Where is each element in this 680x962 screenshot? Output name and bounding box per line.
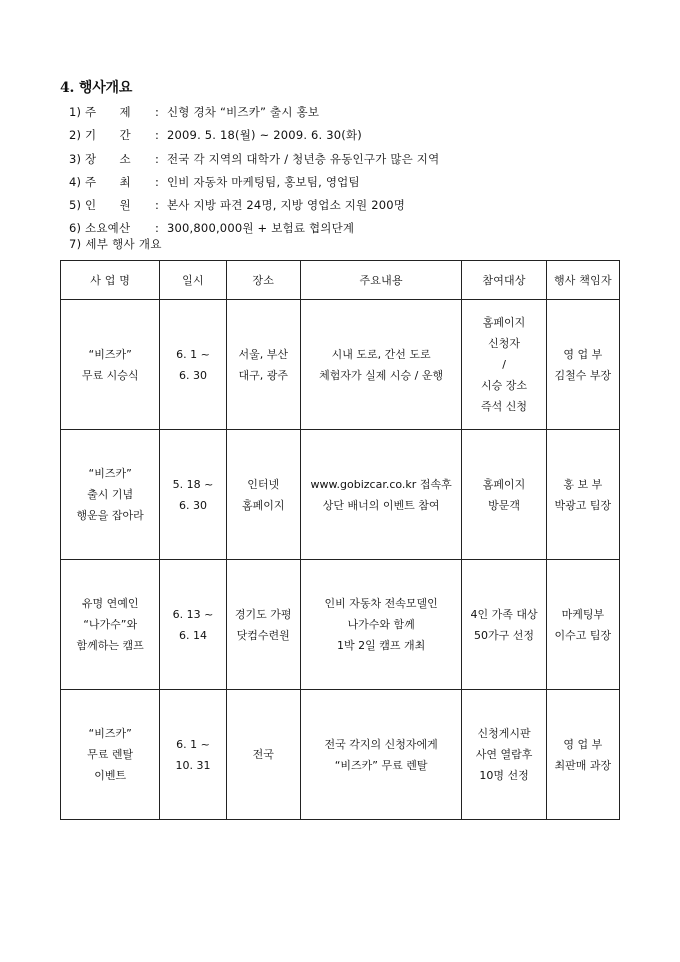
cell-target-line: 10명 선정 (479, 769, 529, 782)
cell-date-line: 5. 18 ~ (172, 477, 214, 491)
cell-target-line: 즉석 신청 (481, 400, 528, 413)
cell-target (462, 560, 546, 690)
cell-place-line: 홈페이지 (241, 498, 285, 512)
cell-name-line: 출시 기념 (87, 488, 134, 501)
cell-target (462, 430, 546, 560)
cell-name-line: 행운을 잡아라 (76, 509, 144, 522)
event-detail-table (60, 260, 620, 820)
cell-date-line: 6. 1 ~ (176, 347, 210, 361)
header-name: 사 업 명 (61, 261, 160, 300)
cell-name-line: 이벤트 (94, 769, 127, 782)
cell-place (226, 430, 300, 560)
cell-target-line: 신청게시판 (477, 727, 531, 740)
cell-target-line: 4인 가족 대상 (470, 607, 538, 621)
cell-name (61, 560, 160, 690)
summary-separator: : (155, 128, 160, 143)
table-body (61, 300, 620, 820)
cell-content-line: 인비 자동차 전속모델인 (324, 597, 438, 610)
cell-place-line: 닷컴수련원 (236, 628, 290, 642)
cell-place (226, 300, 300, 430)
cell-place-line: 서울, 부산 (238, 347, 288, 361)
cell-target (462, 690, 546, 820)
cell-place-line: 대구, 광주 (238, 368, 288, 382)
cell-manager-line: 영 업 부 (563, 737, 603, 751)
cell-name-line: “나가수”와 (83, 618, 138, 631)
summary-label: 4) 주 최 (69, 174, 131, 189)
cell-manager-line: 최판매 과장 (554, 758, 612, 772)
cell-target-line: 신청자 (488, 337, 520, 350)
summary-separator: : (155, 198, 160, 213)
cell-place-line: 전국 (252, 748, 274, 761)
cell-target-line: 사연 열람후 (475, 748, 533, 761)
cell-content (300, 690, 462, 820)
cell-name (61, 690, 160, 820)
cell-name-line: 함께하는 캠프 (76, 639, 144, 652)
cell-date (160, 430, 226, 560)
cell-name-line: “비즈카” (88, 727, 132, 740)
summary-separator: : (155, 221, 160, 236)
cell-date-line: 6. 30 (178, 498, 207, 512)
cell-target-line: 50가구 선정 (474, 628, 535, 642)
cell-target (462, 300, 546, 430)
cell-name-line: 무료 시승식 (81, 368, 139, 382)
cell-content-line: 전국 각지의 신청자에게 (324, 737, 438, 751)
table-row (61, 430, 620, 560)
header-content: 주요내용 (300, 261, 462, 300)
cell-target-line: 시승 장소 (481, 379, 528, 392)
cell-content-line: 시내 도로, 간선 도로 (331, 347, 431, 361)
event-summary-list (69, 101, 439, 241)
header-date: 일시 (160, 261, 226, 300)
cell-place (226, 560, 300, 690)
summary-separator: : (155, 105, 160, 119)
cell-place-line: 경기도 가평 (234, 607, 292, 621)
cell-target-line: 홈페이지 (482, 477, 526, 491)
summary-item-theme (69, 101, 439, 124)
cell-content-line: 1박 2일 캠프 개최 (337, 639, 426, 652)
cell-name-line: “비즈카” (88, 467, 132, 480)
cell-manager (546, 430, 619, 560)
cell-target-line: 홈페이지 (482, 316, 526, 329)
table-header-row (61, 261, 620, 300)
cell-manager-line: 김철수 부장 (554, 368, 612, 382)
cell-target-line: 방문객 (488, 498, 520, 512)
summary-label: 1) 주 제 (69, 105, 131, 119)
summary-item-place (69, 148, 439, 171)
cell-date-line: 10. 31 (175, 758, 211, 772)
cell-date-line: 6. 30 (178, 368, 207, 382)
summary-item-staff (69, 194, 439, 217)
cell-date-line: 6. 13 ~ (172, 607, 214, 621)
summary-item-period (69, 124, 439, 147)
cell-place (226, 690, 300, 820)
table-row (61, 690, 620, 820)
cell-manager-line: 홍 보 부 (563, 477, 603, 491)
cell-content-line: 상단 배너의 이벤트 참여 (322, 498, 440, 512)
cell-name-line: 무료 렌탈 (87, 748, 134, 761)
summary-label: 6) 소요예산 (69, 221, 131, 236)
summary-value: 2009. 5. 18(월) ~ 2009. 6. 30(화) (167, 128, 362, 143)
cell-content-line: 체험자가 실제 시승 / 운행 (319, 368, 444, 382)
cell-content (300, 560, 462, 690)
cell-name (61, 300, 160, 430)
cell-manager (546, 560, 619, 690)
summary-separator: : (155, 151, 160, 166)
cell-place-line: 인터넷 (247, 477, 280, 491)
cell-manager (546, 300, 619, 430)
section-title: 4. 행사개요 (60, 80, 133, 96)
cell-manager-line: 박광고 팀장 (554, 498, 612, 512)
cell-date (160, 690, 226, 820)
cell-date (160, 560, 226, 690)
cell-content-line: “비즈카” 무료 렌탈 (334, 758, 428, 772)
header-manager: 행사 책임자 (546, 261, 619, 300)
cell-name-line: 유명 연예인 (81, 597, 139, 610)
cell-manager-line: 마케팅부 (561, 607, 605, 621)
cell-content (300, 300, 462, 430)
summary-label: 3) 장 소 (69, 151, 131, 166)
header-place: 장소 (226, 261, 300, 300)
summary-label: 5) 인 원 (69, 198, 131, 213)
summary-value: 인비 자동차 마케팅팀, 홍보팀, 영업팀 (167, 174, 360, 189)
cell-name-line: “비즈카” (88, 347, 132, 361)
header-target: 참여대상 (462, 261, 546, 300)
cell-content (300, 430, 462, 560)
summary-value: 본사 지방 파견 24명, 지방 영업소 지원 200명 (167, 198, 406, 213)
cell-target-line: / (502, 358, 506, 371)
cell-date-line: 6. 14 (178, 628, 207, 642)
cell-content-line: 나가수와 함께 (347, 618, 415, 631)
table-row (61, 560, 620, 690)
detail-title: 7) 세부 행사 개요 (69, 237, 162, 251)
cell-content-line: www.gobizcar.co.kr 접속후 (310, 477, 452, 491)
summary-label: 2) 기 간 (69, 128, 131, 143)
summary-value: 300,800,000원 + 보험료 협의단계 (167, 221, 355, 236)
table-row (61, 300, 620, 430)
summary-separator: : (155, 174, 160, 189)
summary-item-host (69, 171, 439, 194)
summary-value: 신형 경차 “비즈카” 출시 홍보 (167, 105, 320, 119)
cell-date (160, 300, 226, 430)
summary-value: 전국 각 지역의 대학가 / 청년층 유동인구가 많은 지역 (167, 151, 440, 166)
cell-manager-line: 이수고 팀장 (554, 628, 612, 642)
cell-name (61, 430, 160, 560)
cell-manager (546, 690, 619, 820)
cell-date-line: 6. 1 ~ (176, 737, 210, 751)
cell-manager-line: 영 업 부 (563, 347, 603, 361)
